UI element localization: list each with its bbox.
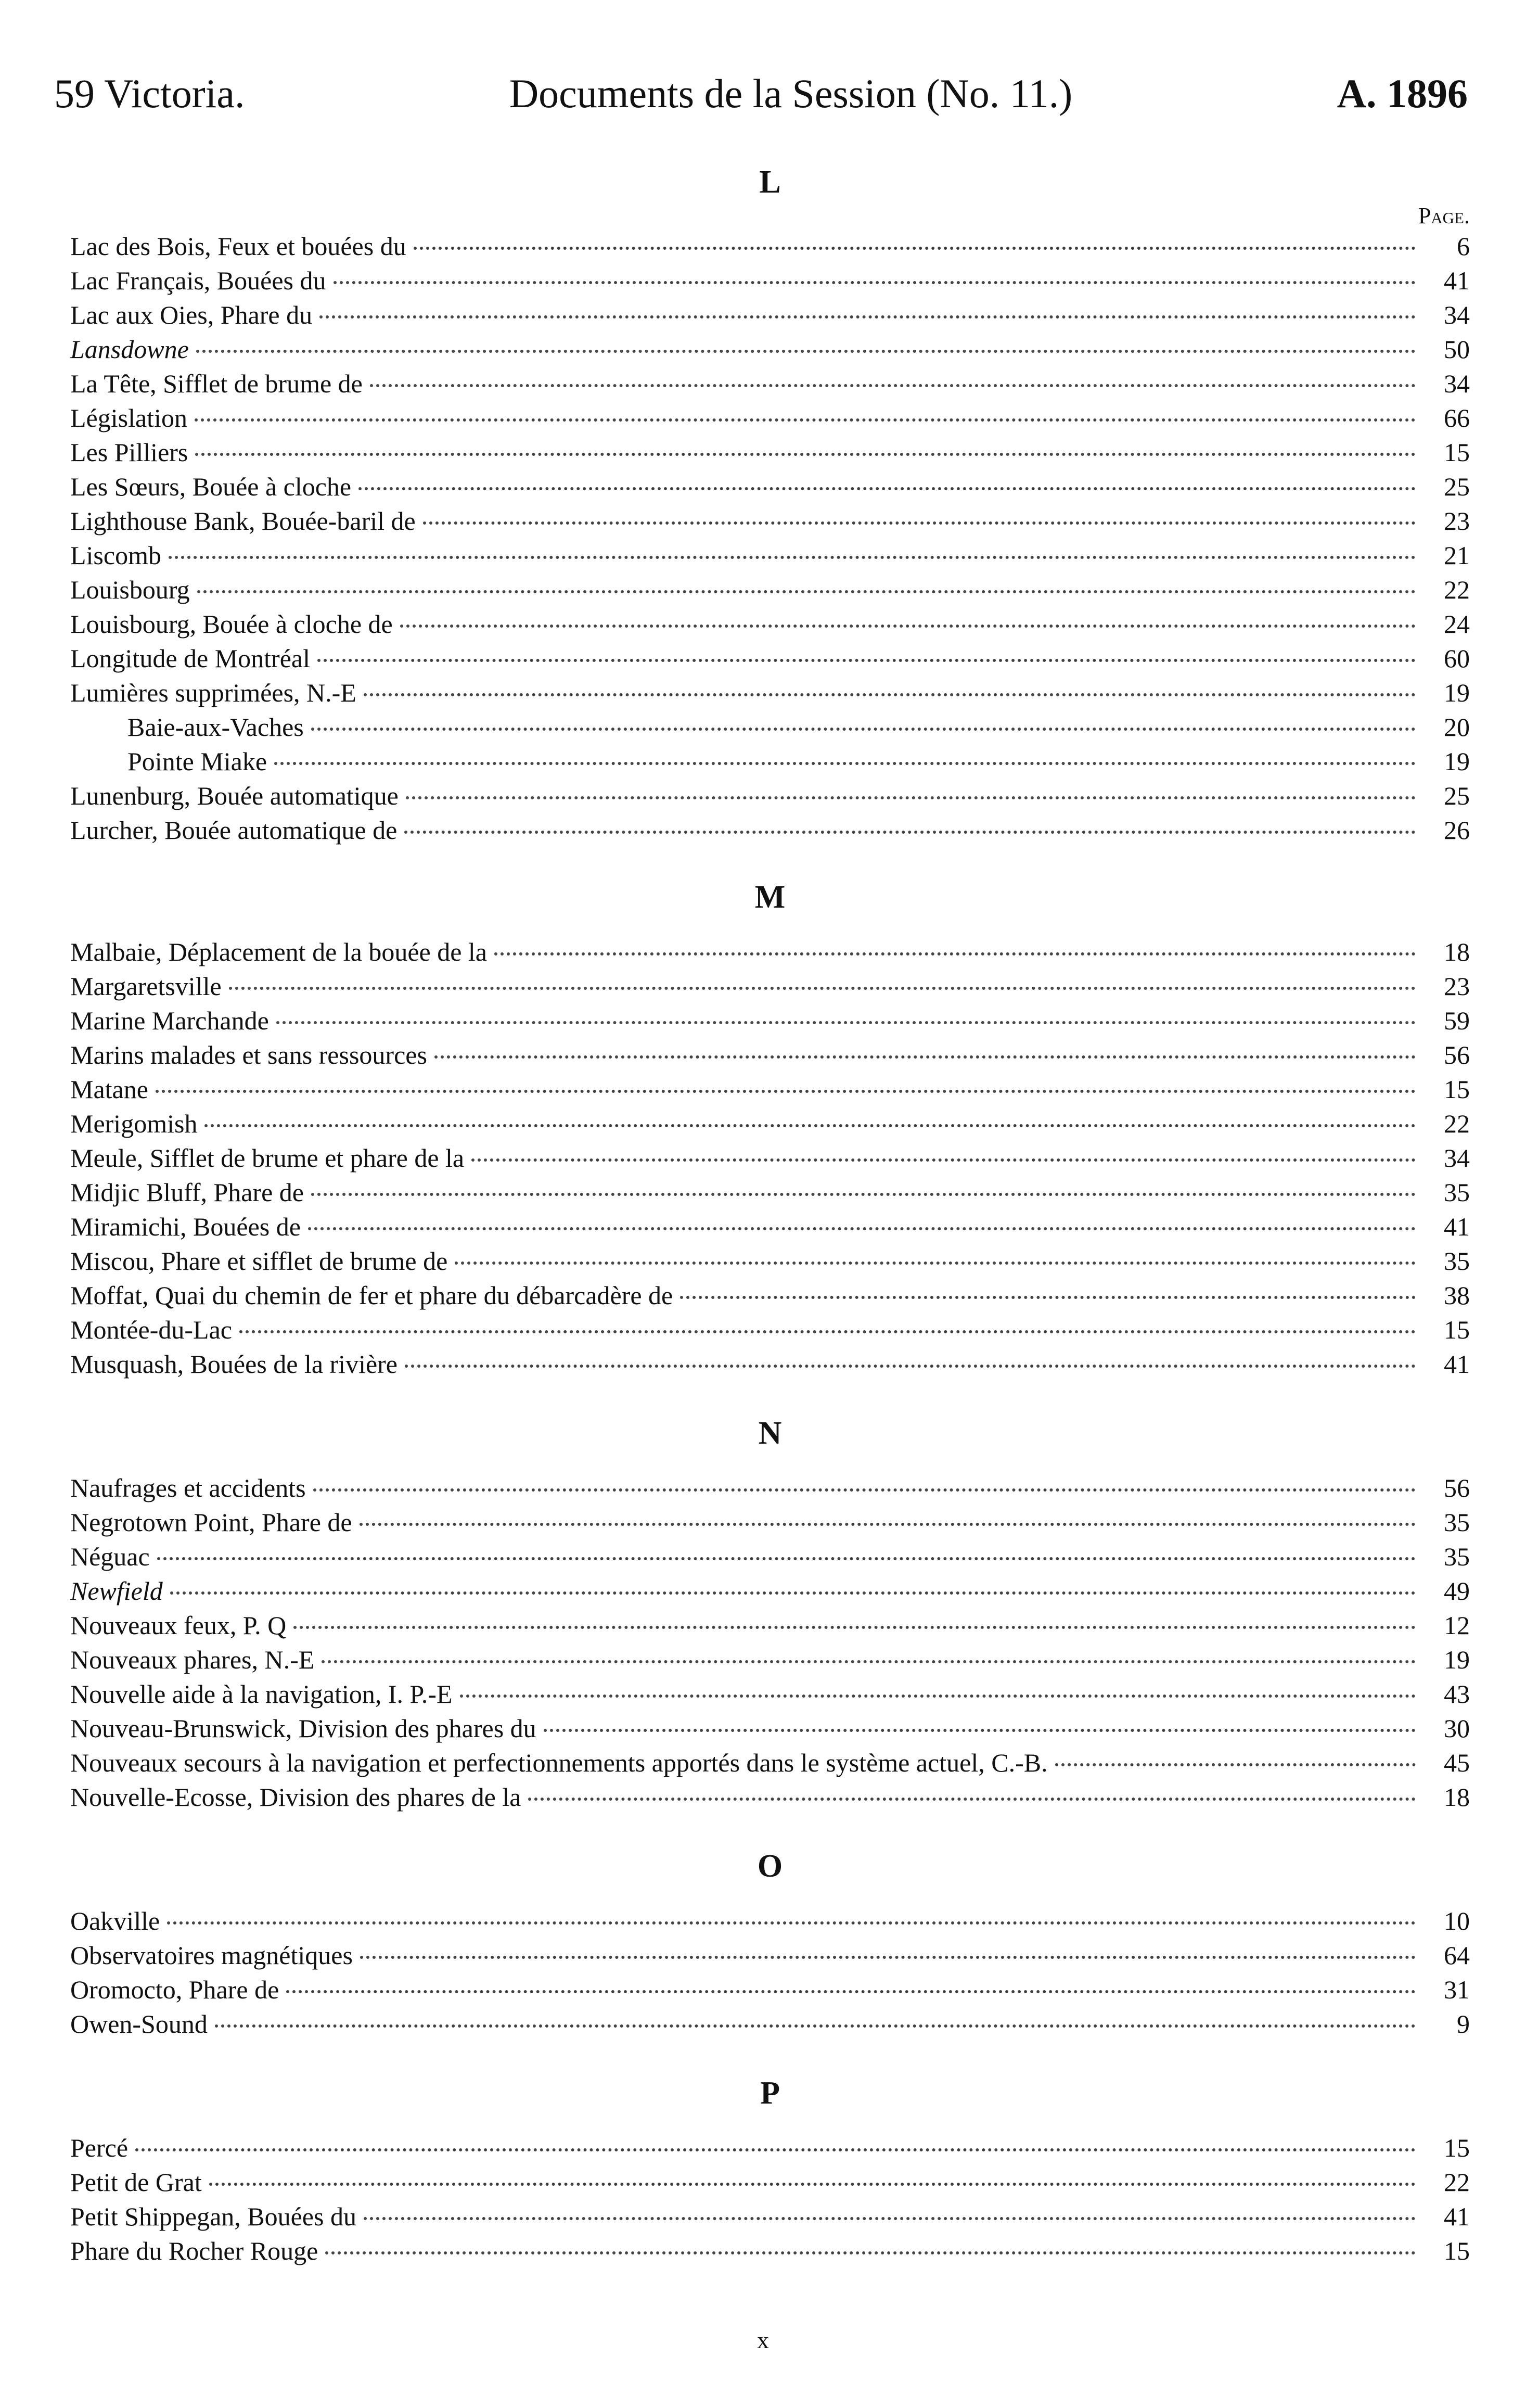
entry-page-number: 25 — [1444, 781, 1470, 810]
entry-page-number: 15 — [1444, 2133, 1470, 2162]
entry-page-number: 12 — [1444, 1611, 1470, 1640]
index-entry — [70, 1038, 1470, 1072]
entry-label: Nouveaux phares, N.-E — [70, 1645, 315, 1674]
index-entry — [70, 813, 1470, 847]
dot-leader — [406, 796, 1416, 799]
entry-label: Pointe Miake — [127, 747, 267, 776]
entry-page-number: 35 — [1444, 1246, 1470, 1276]
index-entry — [70, 1209, 1470, 1244]
index-entry — [70, 1642, 1470, 1677]
entry-page-number: 35 — [1444, 1508, 1470, 1537]
index-content — [70, 161, 1470, 2299]
entry-page-number: 41 — [1444, 1212, 1470, 1241]
index-entry — [70, 779, 1470, 813]
entry-page-number: 19 — [1444, 1645, 1470, 1674]
section-spacer — [70, 1887, 1470, 1904]
entry-label: Nouveaux feux, P. Q — [70, 1611, 287, 1640]
index-entry — [70, 504, 1470, 538]
entry-label: Midjic Bluff, Phare de — [70, 1178, 304, 1207]
dot-leader — [455, 1262, 1416, 1265]
entry-page-number: 24 — [1444, 609, 1470, 639]
entry-label: Marine Marchande — [70, 1006, 269, 1035]
index-entry — [70, 641, 1470, 676]
index-entry — [70, 572, 1470, 607]
entry-label: Phare du Rocher Rouge — [70, 2236, 318, 2265]
entry-page-number: 6 — [1457, 232, 1470, 261]
entry-page-number: 9 — [1457, 2009, 1470, 2038]
entry-label: Les Sœurs, Bouée à cloche — [70, 472, 352, 501]
index-entry — [70, 1904, 1470, 1938]
entry-label: Naufrages et accidents — [70, 1473, 306, 1502]
entry-page-number: 64 — [1444, 1941, 1470, 1970]
dot-leader — [308, 1227, 1416, 1230]
index-entry — [70, 435, 1470, 469]
index-entry — [70, 1072, 1470, 1106]
dot-leader — [215, 2024, 1416, 2028]
entry-label: Oakville — [70, 1906, 160, 1935]
dot-leader — [317, 659, 1416, 662]
entry-page-number: 22 — [1444, 575, 1470, 604]
entry-page-number: 56 — [1444, 1040, 1470, 1069]
index-entry — [70, 229, 1470, 263]
dot-leader — [209, 2183, 1416, 2186]
dot-leader — [360, 1956, 1416, 1959]
index-entry — [70, 1244, 1470, 1278]
entry-page-number: 15 — [1444, 1075, 1470, 1104]
dot-leader — [293, 1626, 1416, 1629]
entry-label: Matane — [70, 1075, 148, 1104]
dot-leader — [434, 1055, 1416, 1059]
index-section-p — [70, 2072, 1470, 2268]
index-entry — [70, 2007, 1470, 2041]
entry-page-number: 23 — [1444, 972, 1470, 1001]
entry-page-number: 20 — [1444, 712, 1470, 742]
index-entry — [70, 1780, 1470, 1814]
section-letter-heading: L — [759, 164, 781, 200]
dot-leader — [157, 1557, 1416, 1560]
dot-leader — [311, 728, 1416, 731]
index-entry — [70, 366, 1470, 401]
entry-label: Miramichi, Bouées de — [70, 1212, 301, 1241]
entry-label: Législation — [70, 403, 187, 432]
dot-leader — [400, 625, 1416, 628]
index-entry — [70, 1141, 1470, 1175]
dot-leader — [360, 1523, 1416, 1526]
entry-label: Musquash, Bouées de la rivière — [70, 1349, 398, 1379]
dot-leader — [229, 987, 1416, 990]
section-spacer — [70, 2114, 1470, 2131]
dot-leader — [197, 590, 1416, 593]
index-entry — [70, 332, 1470, 366]
section-letter-heading: P — [760, 2075, 780, 2111]
dot-leader — [322, 1660, 1416, 1663]
entry-label: Miscou, Phare et sifflet de brume de — [70, 1246, 448, 1276]
entry-page-number: 56 — [1444, 1473, 1470, 1502]
index-entry — [70, 1938, 1470, 1972]
section-spacer — [70, 1454, 1470, 1471]
index-section-o — [70, 1845, 1470, 2041]
entry-page-number: 35 — [1444, 1542, 1470, 1571]
dot-leader — [239, 1330, 1416, 1333]
entry-page-number: 49 — [1444, 1576, 1470, 1606]
section-spacer — [70, 918, 1470, 935]
dot-leader — [680, 1296, 1416, 1299]
index-entry — [70, 1746, 1470, 1780]
dot-leader — [544, 1729, 1416, 1732]
entry-page-number: 34 — [1444, 369, 1470, 398]
dot-leader — [286, 1990, 1416, 1993]
entry-page-number: 23 — [1444, 506, 1470, 536]
index-section-l — [70, 161, 1470, 847]
entry-label: Nouveau-Brunswick, Division des phares du — [70, 1714, 536, 1743]
dot-leader — [1055, 1763, 1416, 1766]
dot-leader — [274, 762, 1416, 765]
index-entry — [70, 607, 1470, 641]
entry-label: Margaretsville — [70, 972, 222, 1001]
index-entry — [70, 676, 1470, 710]
dot-leader — [170, 1591, 1416, 1595]
entry-label: Louisbourg, Bouée à cloche de — [70, 609, 393, 639]
index-entry — [70, 2165, 1470, 2199]
entry-label: Lighthouse Bank, Bouée-baril de — [70, 506, 416, 536]
dot-leader — [195, 453, 1416, 456]
entry-page-number: 59 — [1444, 1006, 1470, 1035]
entry-label: Lac des Bois, Feux et bouées du — [70, 232, 406, 261]
entry-page-number: 15 — [1444, 1315, 1470, 1344]
dot-leader — [169, 556, 1416, 559]
entry-page-number: 30 — [1444, 1714, 1470, 1743]
entry-label: Percé — [70, 2133, 129, 2162]
index-entry — [70, 1313, 1470, 1347]
entry-page-number: 22 — [1444, 1109, 1470, 1138]
dot-leader — [196, 350, 1416, 353]
index-entry — [70, 935, 1470, 969]
entry-page-number: 50 — [1444, 335, 1470, 364]
dot-leader — [364, 2217, 1416, 2220]
entry-label: Lac aux Oies, Phare du — [70, 300, 313, 329]
entry-page-number: 34 — [1444, 300, 1470, 329]
dot-leader — [370, 384, 1416, 387]
entry-page-number: 19 — [1444, 678, 1470, 707]
entry-label: Newfield — [70, 1576, 163, 1606]
page-footer — [0, 2326, 1526, 2354]
entry-label: Lunenburg, Bouée automatique — [70, 781, 399, 810]
entry-label: Malbaie, Déplacement de la bouée de la — [70, 937, 488, 966]
dot-leader — [156, 1090, 1416, 1093]
dot-leader — [364, 693, 1416, 696]
dot-leader — [319, 315, 1416, 318]
dot-leader — [276, 1021, 1416, 1024]
entry-label: Petit Shippegan, Bouées du — [70, 2202, 356, 2231]
entry-label: Owen-Sound — [70, 2009, 208, 2038]
header-session-year: 59 Victoria. — [54, 71, 245, 116]
index-entry — [70, 1175, 1470, 1209]
entry-label: Lurcher, Bouée automatique de — [70, 816, 397, 845]
entry-label: Negrotown Point, Phare de — [70, 1508, 352, 1537]
index-entry — [70, 1539, 1470, 1574]
entry-label: Nouvelle-Ecosse, Division des phares de la — [70, 1782, 521, 1812]
entry-label: Oromocto, Phare de — [70, 1975, 279, 2004]
entry-label: Néguac — [70, 1542, 150, 1571]
index-entry — [70, 538, 1470, 572]
entry-label: Les Pilliers — [70, 438, 188, 467]
section-letter-heading: M — [754, 880, 786, 915]
index-section-n — [70, 1412, 1470, 1814]
entry-label: Merigomish — [70, 1109, 198, 1138]
entry-page-number: 21 — [1444, 541, 1470, 570]
index-entry — [70, 1505, 1470, 1539]
entry-page-number: 43 — [1444, 1679, 1470, 1709]
entry-page-number: 22 — [1444, 2168, 1470, 2197]
dot-leader — [405, 1365, 1416, 1368]
dot-leader — [404, 831, 1416, 834]
entry-label: Baie-aux-Vaches — [127, 712, 304, 742]
entry-page-number: 34 — [1444, 1143, 1470, 1173]
dot-leader — [494, 952, 1416, 955]
entry-page-number: 60 — [1444, 644, 1470, 673]
entry-page-number: 10 — [1444, 1906, 1470, 1935]
entry-page-number: 41 — [1444, 1349, 1470, 1379]
dot-leader — [460, 1694, 1416, 1698]
entry-label: Lansdowne — [70, 335, 189, 364]
index-entry — [70, 1003, 1470, 1038]
entry-page-number: 26 — [1444, 816, 1470, 845]
entry-page-number: 66 — [1444, 403, 1470, 432]
entry-label: Montée-du-Lac — [70, 1315, 232, 1344]
dot-leader — [423, 521, 1416, 525]
entry-page-number: 35 — [1444, 1178, 1470, 1207]
entry-label: Petit de Grat — [70, 2168, 202, 2197]
index-entry — [70, 2234, 1470, 2268]
page-header — [54, 55, 1468, 133]
dot-leader — [414, 247, 1416, 250]
index-entry — [70, 1972, 1470, 2007]
index-entry — [70, 1677, 1470, 1711]
page-column-header: Page. — [1418, 203, 1470, 228]
index-entry — [70, 1574, 1470, 1608]
entry-label: Nouvelle aide à la navigation, I. P.-E — [70, 1679, 453, 1709]
index-entry — [70, 969, 1470, 1003]
index-entry — [70, 401, 1470, 435]
section-letter-heading: O — [757, 1849, 783, 1884]
entry-label: Marins malades et sans ressources — [70, 1040, 427, 1069]
index-subentry — [70, 710, 1470, 744]
index-entry — [70, 469, 1470, 504]
index-entry — [70, 1347, 1470, 1381]
dot-leader — [135, 2148, 1416, 2151]
page-number-marker: x — [757, 2327, 769, 2353]
entry-page-number: 18 — [1444, 1782, 1470, 1812]
entry-label: Liscomb — [70, 541, 161, 570]
index-entry — [70, 1106, 1470, 1141]
index-entry — [70, 2131, 1470, 2165]
header-document-title: Documents de la Session (No. 11.) — [509, 71, 1073, 116]
dot-leader — [358, 487, 1416, 490]
dot-leader — [528, 1798, 1416, 1801]
entry-label: La Tête, Sifflet de brume de — [70, 369, 363, 398]
index-section-m — [70, 876, 1470, 1381]
entry-label: Louisbourg — [70, 575, 190, 604]
entry-label: Observatoires magnétiques — [70, 1941, 353, 1970]
index-entry — [70, 1278, 1470, 1313]
section-letter-heading: N — [758, 1416, 782, 1451]
dot-leader — [311, 1193, 1416, 1196]
entry-page-number: 31 — [1444, 1975, 1470, 2004]
entry-label: Nouveaux secours à la navigation et perfectionnements apportés dans le système actuel, C.-B. — [70, 1748, 1048, 1777]
entry-label: Lumières supprimées, N.-E — [70, 678, 356, 707]
entry-label: Lac Français, Bouées du — [70, 266, 326, 295]
index-entry — [70, 298, 1470, 332]
header-year: A. 1896 — [1337, 71, 1468, 116]
index-entry — [70, 2199, 1470, 2234]
dot-leader — [204, 1124, 1416, 1127]
entry-page-number: 15 — [1444, 438, 1470, 467]
entry-page-number: 41 — [1444, 2202, 1470, 2231]
entry-page-number: 45 — [1444, 1748, 1470, 1777]
entry-page-number: 38 — [1444, 1281, 1470, 1310]
index-entry — [70, 1471, 1470, 1505]
dot-leader — [471, 1158, 1416, 1162]
index-subentry — [70, 744, 1470, 779]
entry-label: Meule, Sifflet de brume et phare de la — [70, 1143, 465, 1173]
dot-leader — [167, 1921, 1416, 1925]
dot-leader — [195, 418, 1416, 422]
index-entry — [70, 1711, 1470, 1746]
entry-page-number: 25 — [1444, 472, 1470, 501]
entry-page-number: 19 — [1444, 747, 1470, 776]
entry-label: Moffat, Quai du chemin de fer et phare du débarcadère de — [70, 1281, 673, 1310]
dot-leader — [325, 2251, 1416, 2254]
entry-label: Longitude de Montréal — [70, 644, 310, 673]
dot-leader — [313, 1488, 1416, 1492]
index-entry — [70, 263, 1470, 298]
entry-page-number: 15 — [1444, 2236, 1470, 2265]
index-entry — [70, 1608, 1470, 1642]
dot-leader — [334, 281, 1416, 284]
entry-page-number: 18 — [1444, 937, 1470, 966]
entry-page-number: 41 — [1444, 266, 1470, 295]
